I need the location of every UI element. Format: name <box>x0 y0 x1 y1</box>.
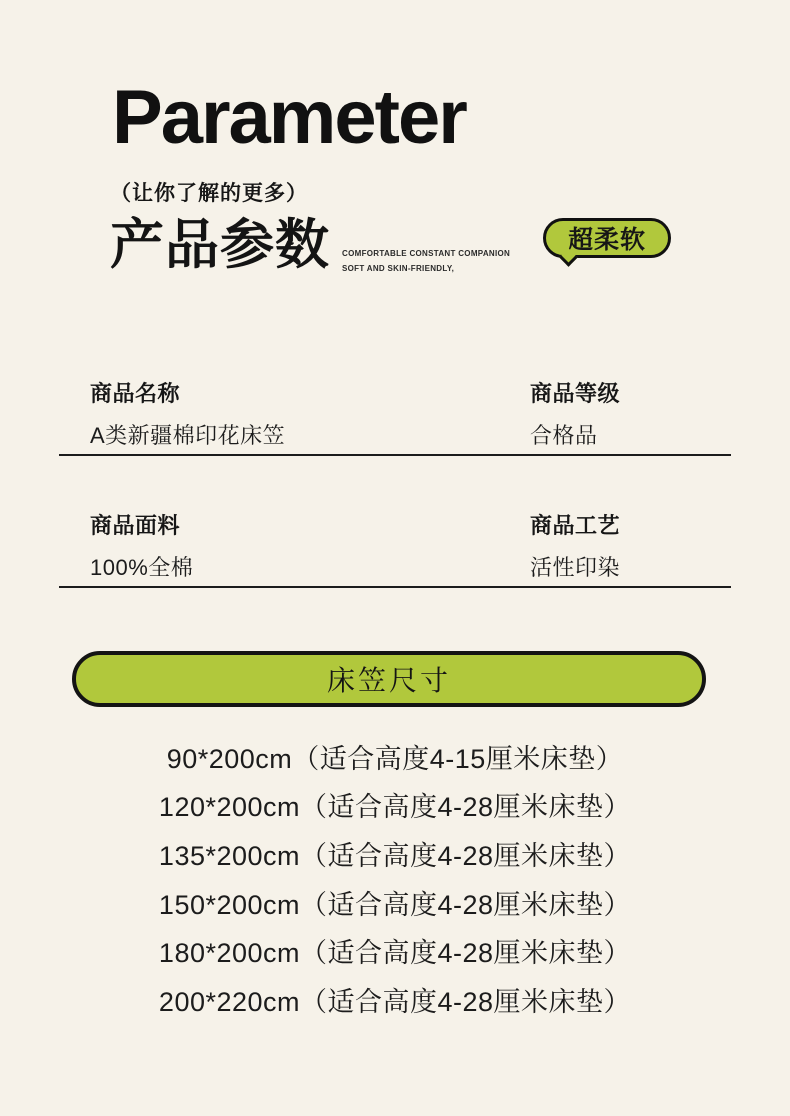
spec-value: A类新疆棉印花床笠 <box>90 423 286 448</box>
size-section-header <box>72 651 706 707</box>
spec-label: 商品工艺 <box>530 513 621 538</box>
divider-line <box>59 586 731 588</box>
caption-english <box>342 246 510 276</box>
size-item: 135*200cm（适合高度4-28厘米床垫） <box>158 840 632 871</box>
size-item: 150*200cm（适合高度4-28厘米床垫） <box>158 889 632 920</box>
size-item: 90*200cm（适合高度4-15厘米床垫） <box>166 743 624 774</box>
spec-value: 合格品 <box>530 423 598 448</box>
spec-product-name <box>90 377 285 450</box>
spec-label: 商品名称 <box>90 381 181 406</box>
spec-product-craft <box>530 509 620 582</box>
spec-product-grade <box>530 377 620 450</box>
page-title-chinese: 产品参数 <box>110 215 330 275</box>
subtitle-note: （让你了解的更多） <box>110 182 308 205</box>
spec-label: 商品等级 <box>530 381 621 406</box>
caption-line-2: SOFT AND SKIN-FRIENDLY, <box>342 264 455 273</box>
spec-product-fabric <box>90 509 193 582</box>
spec-label: 商品面料 <box>90 513 181 538</box>
softness-badge <box>543 218 671 258</box>
softness-badge-label: 超柔软 <box>567 226 646 254</box>
size-item: 120*200cm（适合高度4-28厘米床垫） <box>158 792 632 823</box>
spec-value: 100%全棉 <box>90 555 194 580</box>
divider-line <box>59 454 731 456</box>
size-list <box>0 732 790 1024</box>
size-item: 200*220cm（适合高度4-28厘米床垫） <box>158 986 632 1017</box>
spec-value: 活性印染 <box>530 555 621 580</box>
caption-line-1: COMFORTABLE CONSTANT COMPANION <box>342 249 511 258</box>
size-section-title: 床笠尺寸 <box>326 665 451 696</box>
size-item: 180*200cm（适合高度4-28厘米床垫） <box>158 938 632 969</box>
page-title-english: Parameter <box>112 75 466 160</box>
